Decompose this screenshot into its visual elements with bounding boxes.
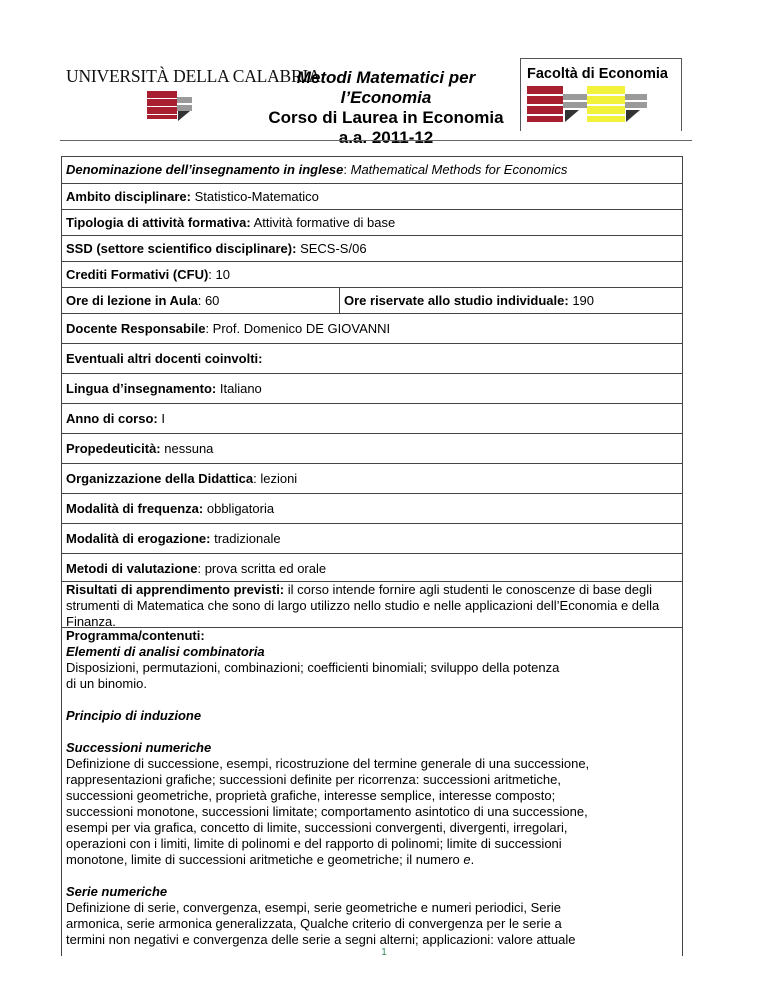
faculty-logo-bars: [527, 86, 647, 126]
course-title-block: [255, 68, 517, 148]
row-cfu: Crediti Formativi (CFU): 10: [62, 262, 682, 288]
row-propedeuticita: Propedeuticità: nessuna: [62, 434, 682, 464]
cell-ore-studio: Ore riservate allo studio individuale: 190: [344, 293, 595, 308]
section-induzione-title: Principio di induzione: [66, 708, 202, 723]
row-english-name: Denominazione dell’insegnamento in inglese: Mathematical Methods for Economics: [62, 157, 682, 184]
course-title-line2: l’Economia: [340, 88, 432, 107]
degree-course: Corso di Laurea in Economia: [268, 108, 504, 127]
row-ssd: SSD (settore scientifico disciplinare): SECS-S/06: [62, 236, 682, 262]
row-programma: Programma/contenuti: Elementi di analisi combinatoria Disposizioni, permutazioni, combinazioni; coefficienti binomiali; sviluppo della potenza di un binomio. Principio di induzione Successioni numeriche Definizione di successione, esempi, ricostruzione del termine generale di una successione, rappresentazioni grafiche; successioni definite per ricorrenza: successioni aritmetiche, successioni geometriche, proprietà grafiche, interesse semplice, interesse composto; successioni monotone, successioni limitate; comportamento asintotico di una successione, esempi per via grafica, concetto di limite, successioni convergenti, divergenti, irregolari, operazioni con i limiti, limite di polinomi e del rapporto di polinomi; limite di successioni monotone, limite di successioni aritmetiche e geometriche; il numero e. Serie numeriche Definizione di serie, convergenza, esempi, serie geometriche e numeri periodici, Serie armonica, serie armonica generalizzata, Qualche criterio di convergenza per le serie a termini non negativi e convergenza delle serie a segni alterni; applicazioni: valore attuale: [66, 628, 590, 947]
section-successioni-title: Successioni numeriche: [66, 740, 212, 755]
cell-ore-aula: Ore di lezione in Aula: 60: [62, 288, 340, 313]
academic-year: a.a. 2011-12: [338, 128, 434, 147]
faculty-name: Facoltà di Economia: [527, 66, 668, 82]
row-risultati: Risultati di apprendimento previsti: il corso intende fornire agli studenti le conoscenze di base degli strumenti di Matematica che sono di largo utilizzo nello studio e nelle applicazioni dell’Economia e della Finanza.: [62, 582, 682, 628]
programma-label: Programma/contenuti:: [66, 628, 205, 643]
row-lingua: Lingua d’insegnamento: Italiano: [62, 374, 682, 404]
row-frequenza: Modalità di frequenza: obbligatoria: [62, 494, 682, 524]
section-combinatoria-title: Elementi di analisi combinatoria: [66, 644, 265, 659]
row-valutazione: Metodi di valutazione: prova scritta ed orale: [62, 554, 682, 582]
row-erogazione: Modalità di erogazione: tradizionale: [62, 524, 682, 554]
course-title-line1: Metodi Matematici per: [296, 68, 476, 87]
row-tipologia: Tipologia di attività formativa: Attività formative di base: [62, 210, 682, 236]
row-organizzazione: Organizzazione della Didattica: lezioni: [62, 464, 682, 494]
university-logo: [66, 66, 321, 87]
row-ambito: Ambito disciplinare: Statistico-Matematico: [62, 184, 682, 210]
header-divider: [60, 140, 692, 141]
row-docente: Docente Responsabile: Prof. Domenico DE GIOVANNI: [62, 314, 682, 344]
row-anno: Anno di corso: I: [62, 404, 682, 434]
row-altri-docenti: Eventuali altri docenti coinvolti:: [62, 344, 682, 374]
row-hours: [62, 288, 682, 314]
page-number: 1: [381, 947, 387, 958]
section-serie-title: Serie numeriche: [66, 884, 168, 899]
university-logo-bars: [147, 91, 192, 119]
university-name: UNIVERSITÀ DELLA CALABRIA: [66, 66, 321, 86]
course-info-table: [61, 156, 683, 956]
